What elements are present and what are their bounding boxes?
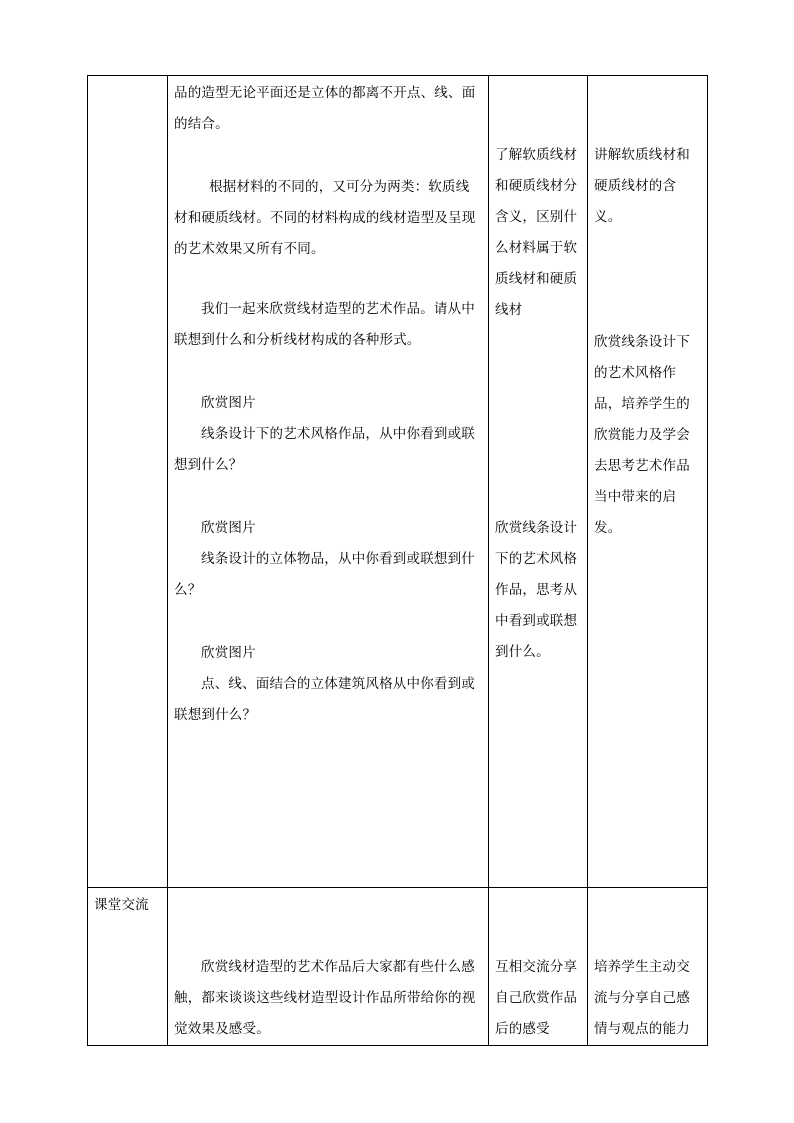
table-row-exchange: [88, 888, 708, 1046]
content-para-appreciate: 我们一起来欣赏线材造型的艺术作品。请从中联想到什么和分析线材构成的各种形式。: [174, 301, 475, 348]
content-pic1-question: 线条设计下的艺术风格作品，从中你看到或联想到什么？: [174, 426, 475, 473]
intent-cell-main: [588, 76, 708, 888]
content-pic2-question: 线条设计的立体物品，从中你看到或联想到什么？: [174, 551, 475, 598]
content-pic2-label: 欣赏图片: [201, 520, 256, 536]
student-cell-main: [489, 76, 588, 888]
content-pic3-label: 欣赏图片: [201, 645, 256, 661]
stage-cell-main: [88, 76, 168, 888]
intent-1: 讲解软质线材和硬质线材的含义。: [594, 147, 690, 225]
content-para-materials: 根据材料的不同的，又可分为两类：软质线材和硬质线材。不同的材料构成的线材造型及呈现的艺术效果又所有不同。: [174, 179, 476, 257]
intent-cell-exchange: [588, 888, 708, 1046]
stage-label-exchange: 课堂交流: [94, 897, 149, 913]
content-pic3-question: 点、线、面结合的立体建筑风格从中你看到或联想到什么？: [174, 676, 475, 723]
content-pic1-label: 欣赏图片: [201, 395, 256, 411]
student-cell-exchange: [489, 888, 588, 1046]
content-cell-exchange: [168, 888, 489, 1046]
intent-exchange: 培养学生主动交流与分享自己感情与观点的能力: [594, 959, 690, 1037]
stage-cell-exchange: [88, 888, 168, 1046]
student-exchange: 互相交流分享自己欣赏作品后的感受: [495, 959, 578, 1037]
student-activity-2: 欣赏线条设计下的艺术风格作品，思考从中看到或联想到什么。: [495, 520, 578, 660]
lesson-plan-table: [87, 75, 708, 1046]
content-cell-main: [168, 76, 489, 888]
content-exchange: 欣赏线材造型的艺术作品后大家都有些什么感触，都来谈谈这些线材造型设计作品所带给你的视觉效果及感受。: [174, 959, 476, 1037]
student-activity-1: 了解软质线材和硬质线材分含义，区别什么材料属于软质线材和硬质线材: [495, 147, 578, 318]
table-row-main: [88, 76, 708, 888]
content-para-continuation: 品的造型无论平面还是立体的都离不开点、线、面的结合。: [174, 85, 476, 132]
intent-2: 欣赏线条设计下的艺术风格作品，培养学生的欣赏能力及学会去思考艺术作品当中带来的启发。: [594, 334, 690, 536]
